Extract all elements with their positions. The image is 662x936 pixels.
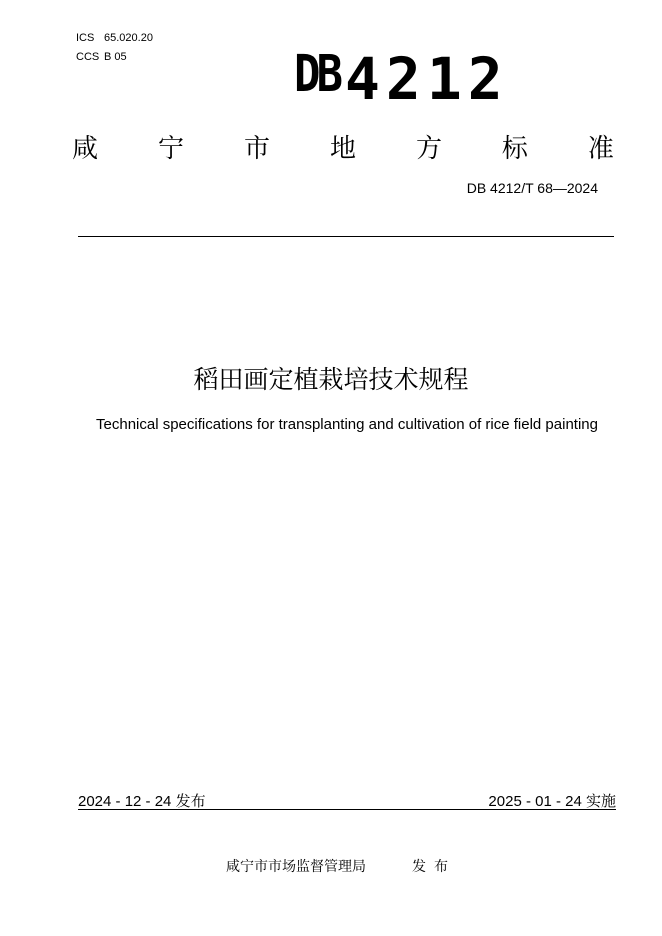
agency-char: 市 — [243, 134, 270, 164]
title-english: Technical specifications for transplanting and cultivation of rice field painting — [96, 416, 598, 433]
agency-name — [72, 128, 614, 165]
ics-classification — [76, 32, 153, 44]
db-logo-prefix: DB — [294, 45, 339, 104]
agency-char: 地 — [329, 134, 356, 164]
implementation-date: 2025 - 01 - 24 实施 — [488, 793, 616, 810]
ics-code: 65.020.20 — [104, 32, 153, 44]
db-logo-number: 4212 — [344, 45, 509, 113]
publish-label: 发布 — [412, 859, 456, 875]
issue-date: 2024 - 12 - 24 发布 — [78, 793, 206, 810]
ccs-code: B 05 — [104, 51, 127, 63]
agency-char: 方 — [415, 134, 442, 164]
ccs-label: CCS — [76, 51, 100, 63]
standard-number: DB 4212/T 68—2024 — [466, 180, 598, 196]
agency-char: 宁 — [157, 134, 184, 164]
title-chinese: 稻田画定植栽培技术规程 — [193, 365, 469, 394]
bottom-divider — [78, 809, 616, 810]
ccs-classification — [76, 51, 127, 63]
agency-char: 准 — [587, 134, 614, 164]
agency-char: 咸 — [72, 134, 99, 164]
db-standard-logo — [294, 45, 509, 113]
ics-label: ICS — [76, 32, 95, 44]
agency-char: 标 — [501, 134, 528, 164]
top-divider — [78, 236, 614, 237]
publisher-name: 咸宁市市场监督管理局 — [226, 859, 366, 875]
